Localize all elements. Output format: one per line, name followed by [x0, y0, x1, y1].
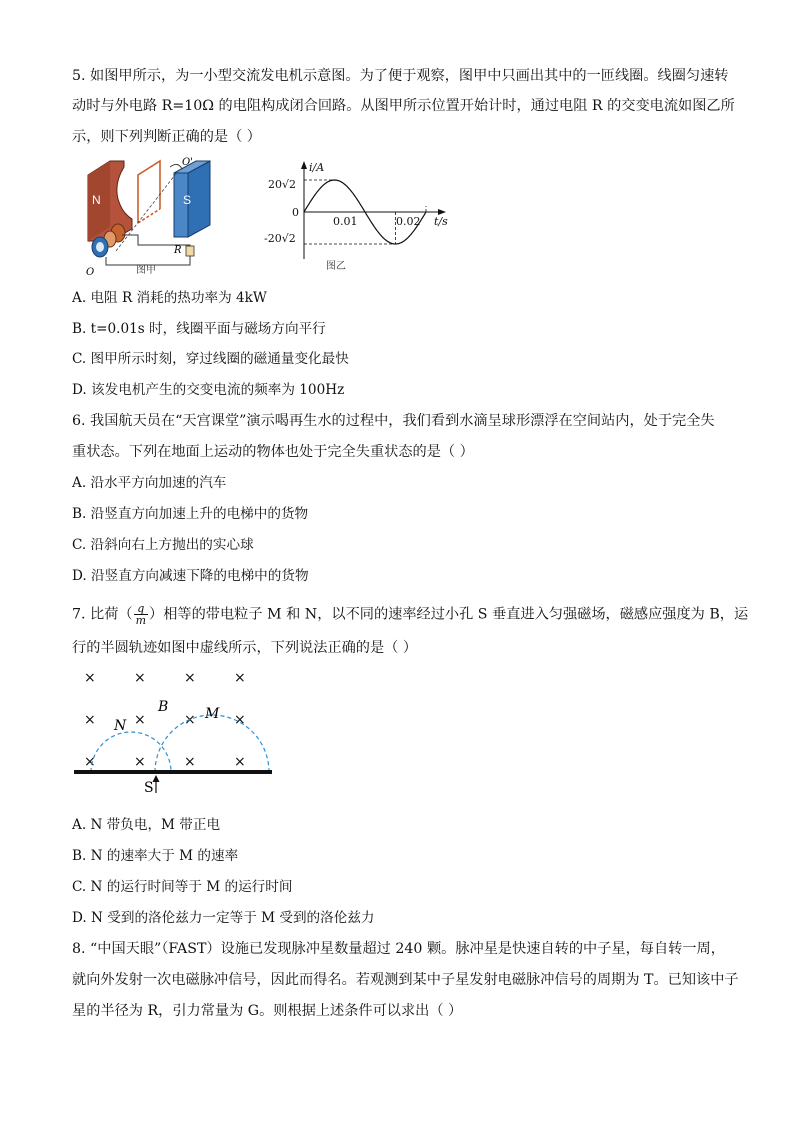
field-cross: × — [234, 712, 246, 728]
field-cross: × — [84, 754, 96, 770]
y-tick-top: 20√2 — [268, 178, 297, 191]
q8-line-1: 8. “中国天眼”（FAST）设施已发现脉冲星数量超过 240 颗。脉冲星是快速自转的中子星，每自转一周， — [72, 941, 725, 957]
resistor-label: R — [174, 245, 182, 256]
axis-label-top: O' — [182, 157, 193, 168]
generator-figure — [78, 153, 218, 278]
q7-option-c: C. N 的运行时间等于 M 的运行时间 — [72, 879, 293, 895]
q7-option-a: A. N 带负电，M 带正电 — [72, 817, 221, 833]
q6-option-b: B. 沿竖直方向加速上升的电梯中的货物 — [72, 506, 309, 522]
y-axis-label: i/A — [309, 161, 325, 174]
field-cross: × — [134, 670, 146, 686]
q6-line-1: 6. 我国航天员在“天宫课堂”演示喝再生水的过程中，我们看到水滴呈球形漂浮在空间站内，处于完全失 — [72, 413, 715, 429]
field-cross: × — [184, 670, 196, 686]
q6-option-d: D. 沿竖直方向减速下降的电梯中的货物 — [72, 568, 309, 584]
q7-line-2: 行的半圆轨迹如图中虚线所示，下列说法正确的是（ ） — [72, 640, 418, 656]
field-cross: × — [84, 712, 96, 728]
rotation-axis — [116, 171, 178, 251]
q6-option-a: A. 沿水平方向加速的汽车 — [72, 475, 227, 491]
q5-line-3: 示，则下列判断正确的是（ ） — [72, 129, 261, 145]
q7-line-1 — [72, 603, 748, 626]
q5-option-c: C. 图甲所示时刻，穿过线圈的磁通量变化最快 — [72, 351, 349, 367]
label-n: N — [114, 718, 127, 734]
q8-line-3: 星的半径为 R，引力常量为 G。则根据上述条件可以求出（ ） — [72, 1003, 463, 1019]
q6-line-2: 重状态。下列在地面上运动的物体也处于完全失重状态的是（ ） — [72, 444, 474, 460]
magnetic-field-figure — [70, 665, 280, 795]
field-cross: × — [184, 754, 196, 770]
x-tick-0.02: 0.02 — [396, 215, 421, 228]
q5-option-a: A. 电阻 R 消耗的热功率为 4kW — [72, 290, 267, 306]
axis-label-bottom: O — [86, 267, 95, 278]
figure-b-caption: 图乙 — [326, 261, 346, 272]
q7-option-b: B. N 的速率大于 M 的速率 — [72, 848, 239, 864]
current-graph — [258, 155, 458, 275]
fraction-denominator: m — [135, 614, 147, 627]
q6-option-c: C. 沿斜向右上方抛出的实心球 — [72, 537, 254, 553]
y-tick-bottom: -20√2 — [264, 232, 296, 245]
resistor — [186, 246, 194, 256]
q7-line-1-suffix: ）相等的带电粒子 M 和 N，以不同的速率经过小孔 S 垂直进入匀强磁场，磁感应强度为 B，运 — [149, 606, 749, 623]
field-cross: × — [184, 712, 196, 728]
charge-mass-fraction — [134, 603, 148, 626]
q5-option-b: B. t=0.01s 时，线圈平面与磁场方向平行 — [72, 321, 326, 337]
field-cross: × — [234, 670, 246, 686]
q5-line-1: 5. 如图甲所示，为一小型交流发电机示意图。为了便于观察，图甲中只画出其中的一匝线圈。线圈匀速转 — [72, 68, 729, 84]
fraction-numerator: q — [134, 603, 148, 615]
field-cross: × — [234, 754, 246, 770]
label-s: S — [144, 780, 154, 795]
figure-a-caption: 图甲 — [136, 265, 156, 276]
coil-loop — [138, 161, 160, 223]
origin-label: 0 — [292, 206, 299, 219]
label-b: B — [158, 699, 169, 715]
magnet-s-label: S — [183, 193, 192, 207]
magnet-n-label: N — [92, 193, 101, 207]
field-cross: × — [84, 670, 96, 686]
field-cross: × — [134, 754, 146, 770]
x-tick-0.01: 0.01 — [333, 215, 358, 228]
q5-line-2: 动时与外电路 R=10Ω 的电阻构成闭合回路。从图甲所示位置开始计时，通过电阻 R 的交变电流如图乙所 — [72, 98, 735, 114]
field-cross: × — [134, 712, 146, 728]
label-m: M — [205, 706, 220, 722]
q7-line-1-prefix: 7. 比荷（ — [72, 606, 133, 623]
trajectory-m — [155, 715, 269, 772]
q8-line-2: 就向外发射一次电磁脉冲信号，因此而得名。若观测到某中子星发射电磁脉冲信号的周期为 T。已知该中子 — [72, 972, 739, 988]
q7-option-d: D. N 受到的洛伦兹力一定等于 M 受到的洛伦兹力 — [72, 910, 375, 926]
magnet-n — [88, 161, 132, 241]
trajectory-n — [91, 732, 171, 772]
magnet-s — [174, 161, 210, 237]
q5-option-d: D. 该发电机产生的交变电流的频率为 100Hz — [72, 382, 345, 398]
x-axis-label: t/s — [434, 215, 448, 228]
